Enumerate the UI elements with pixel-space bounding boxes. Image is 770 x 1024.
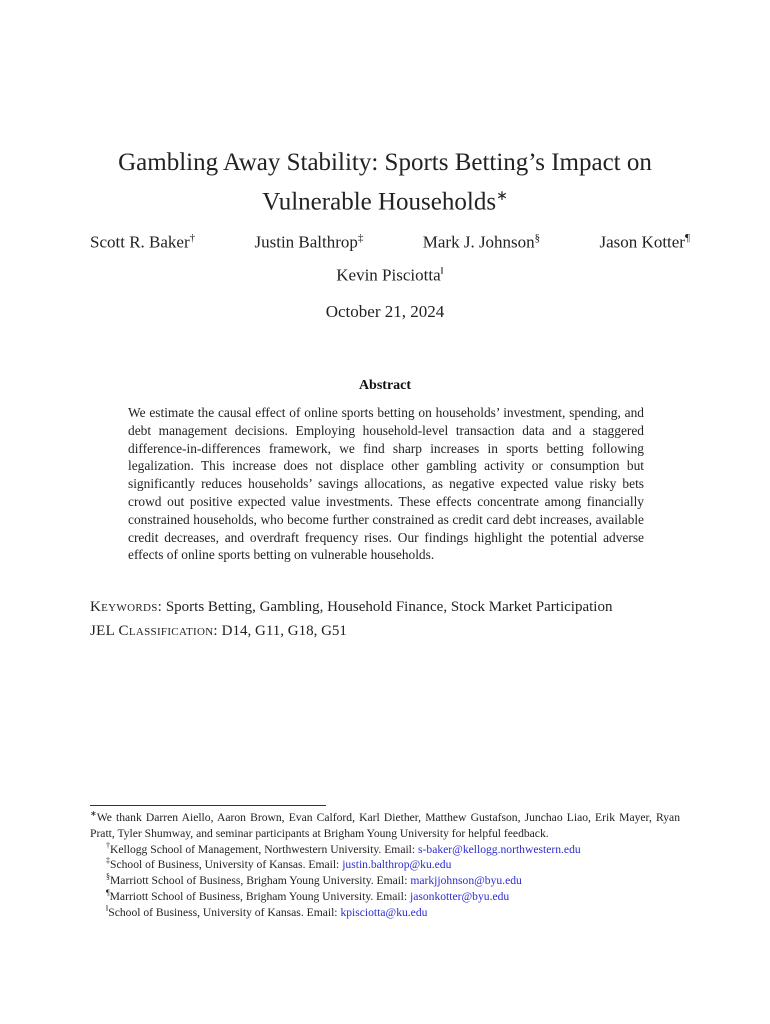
author: Jason Kotter¶ (599, 232, 690, 252)
keywords-label: Keywords: (90, 599, 163, 615)
footnote-affiliation: ‡School of Business, University of Kansas. Email: justin.balthrop@ku.edu (106, 856, 452, 872)
jel-label: JEL Classification: (90, 623, 218, 639)
jel-line (90, 623, 690, 640)
footnote-thanks: ∗We thank Darren Aiello, Aaron Brown, Evan Calford, Karl Diether, Matthew Gustafson, Junchao Liao, Erik Mayer, Ryan Pratt, Tyler Shumway, and seminar participants at Brigham Young University for helpful feedback. (90, 809, 680, 840)
email-link[interactable]: kpisciotta@ku.edu (340, 905, 428, 919)
email-link[interactable]: s-baker@kellogg.northwestern.edu (418, 842, 581, 856)
author: Mark J. Johnson§ (422, 232, 541, 252)
footnote-affiliation: †Kellogg School of Management, Northwestern University. Email: s-baker@kellogg.northwestern.edu (106, 840, 581, 856)
title-line-1: Gambling Away Stability: Sports Betting’s Impact on (118, 149, 652, 176)
paper-date: October 21, 2024 (325, 302, 445, 321)
title-footnote-mark: ∗ (496, 189, 508, 204)
jel-value: D14, G11, G18, G51 (221, 623, 347, 639)
author: Justin Balthrop‡ (254, 232, 364, 252)
keywords-value: Sports Betting, Gambling, Household Finance, Stock Market Participation (165, 599, 613, 615)
email-link[interactable]: justin.balthrop@ku.edu (342, 858, 452, 872)
paper-title (60, 146, 710, 219)
author: Kevin Pisciotta‖ (336, 264, 444, 285)
footnotes (90, 810, 680, 921)
footnote-rule (90, 805, 326, 806)
author: Scott R. Baker† (90, 232, 196, 252)
keywords-line (90, 599, 690, 616)
email-link[interactable]: jasonkotter@byu.edu (409, 889, 510, 903)
footnote-affiliation: §Marriott School of Business, Brigham Young University. Email: markjjohnson@byu.edu (106, 872, 522, 888)
author-list (90, 232, 690, 285)
abstract-heading: Abstract (358, 378, 412, 393)
footnote-affiliation: ¶Marriott School of Business, Brigham Young University. Email: jasonkotter@byu.edu (106, 888, 510, 903)
abstract-text: We estimate the causal effect of online sports betting on households’ investment, spending, and debt management decisions. Employing household-level transaction data and a staggered difference-in-differences framework, we find sharp increases in sports betting following legalization. This increase does not displace other gambling activity or consumption but significantly reduces households’ savings allocations, as negative expected value risky bets crowd out positive expected value investments. These effects concentrate among financially constrained households, who become further constrained as credit card debt increases, available credit decreases, and overdraft frequency rises. Our findings highlight the potential adverse effects of online sports betting on vulnerable households. (128, 405, 644, 563)
footnote-affiliation: ‖School of Business, University of Kansas. Email: kpisciotta@ku.edu (106, 903, 428, 919)
title-line-2: Vulnerable Households (262, 188, 497, 216)
email-link[interactable]: markjjohnson@byu.edu (410, 874, 522, 888)
